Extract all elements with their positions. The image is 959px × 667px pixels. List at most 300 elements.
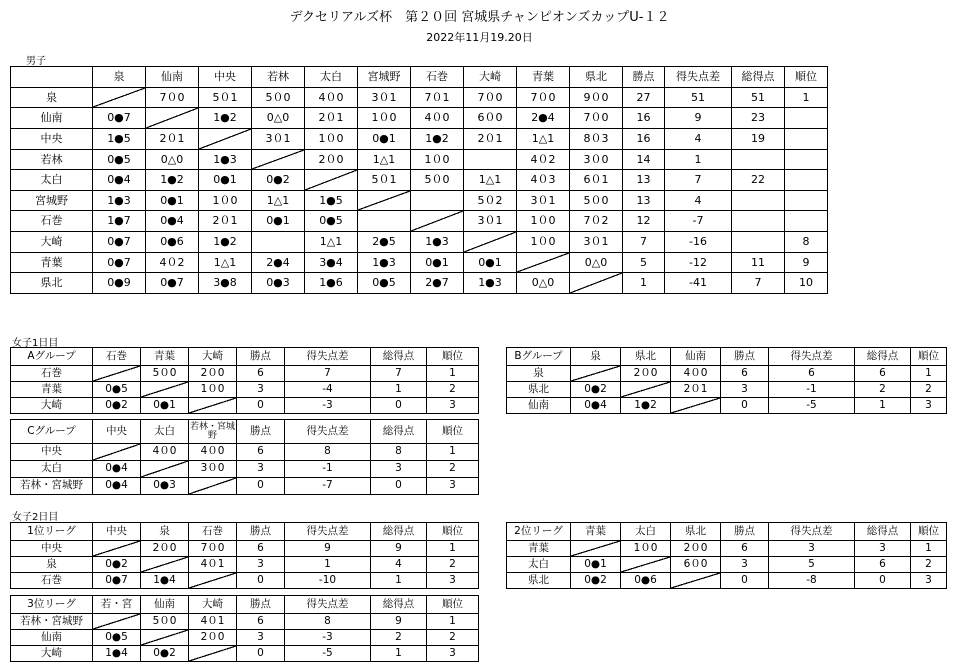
row-team-label: 太白 xyxy=(507,557,571,573)
result-cell: 5０0 xyxy=(252,87,305,108)
table-row xyxy=(11,461,479,478)
result-cell: 0●2 xyxy=(141,646,189,662)
column-header: 中央 xyxy=(199,67,252,88)
diagonal-self-cell xyxy=(571,366,621,382)
column-header: 総得点 xyxy=(371,348,427,366)
row-team-label: 太白 xyxy=(11,170,93,191)
result-cell: 1●7 xyxy=(93,211,146,232)
result-cell xyxy=(464,149,517,170)
row-team-label: 大崎 xyxy=(11,232,93,253)
result-cell: 0●7 xyxy=(93,573,141,589)
result-cell: 3０1 xyxy=(252,128,305,149)
result-cell: 13 xyxy=(623,170,665,191)
column-header: 得失点差 xyxy=(285,348,371,366)
table-row xyxy=(507,382,947,398)
header-row xyxy=(11,420,479,444)
result-cell: -3 xyxy=(285,630,371,646)
result-cell: 5０0 xyxy=(141,614,189,630)
column-header: 若林 xyxy=(252,67,305,88)
result-cell: 0 xyxy=(855,573,911,589)
row-team-label: 泉 xyxy=(507,366,571,382)
table-row xyxy=(11,444,479,461)
result-cell: 0●4 xyxy=(146,211,199,232)
column-header: 泉 xyxy=(141,523,189,541)
result-cell: 3 xyxy=(427,646,479,662)
column-header: 仙南 xyxy=(671,348,721,366)
result-cell: 5０0 xyxy=(141,366,189,382)
table-corner-label: Bグループ xyxy=(507,348,571,366)
result-cell: 4０1 xyxy=(189,614,237,630)
result-cell: 0●1 xyxy=(464,252,517,273)
column-header: 順位 xyxy=(911,348,947,366)
result-cell: 3 xyxy=(427,398,479,414)
result-cell: 0●9 xyxy=(93,273,146,294)
result-cell: 2０0 xyxy=(189,366,237,382)
row-team-label: 泉 xyxy=(11,557,93,573)
table-row xyxy=(11,398,479,414)
result-cell: 0 xyxy=(721,398,769,414)
result-cell: 1△1 xyxy=(517,128,570,149)
result-cell: 3 xyxy=(427,478,479,495)
result-cell: 4０3 xyxy=(517,170,570,191)
result-cell: 1●2 xyxy=(411,128,464,149)
result-cell: 0●7 xyxy=(93,232,146,253)
diagonal-self-cell xyxy=(93,541,141,557)
result-cell: 0●5 xyxy=(93,382,141,398)
row-team-label: 中央 xyxy=(11,444,93,461)
column-header: 勝点 xyxy=(237,596,285,614)
diagonal-self-cell xyxy=(189,478,237,495)
result-cell: 0●2 xyxy=(571,573,621,589)
girls-day1-label: 女子1日目 xyxy=(12,338,59,349)
result-cell: 2 xyxy=(427,382,479,398)
result-cell: 3 xyxy=(427,573,479,589)
table-corner-label: 2位リーグ xyxy=(507,523,571,541)
column-header: 得失点差 xyxy=(665,67,732,88)
diagonal-self-cell xyxy=(93,614,141,630)
result-cell: 0 xyxy=(371,398,427,414)
result-cell: 2 xyxy=(371,630,427,646)
result-cell: 0●1 xyxy=(358,128,411,149)
table-row xyxy=(11,557,479,573)
result-cell: 3０1 xyxy=(358,87,411,108)
result-cell: 0●1 xyxy=(199,170,252,191)
column-header: 総得点 xyxy=(855,523,911,541)
result-cell: 1●2 xyxy=(621,398,671,414)
result-cell: 3 xyxy=(911,398,947,414)
column-header: 泉 xyxy=(571,348,621,366)
diagonal-self-cell xyxy=(517,252,570,273)
result-cell: 1●4 xyxy=(141,573,189,589)
result-cell: 0●4 xyxy=(93,170,146,191)
result-cell: 0●1 xyxy=(571,557,621,573)
result-cell: 0 xyxy=(237,646,285,662)
result-cell: 16 xyxy=(623,108,665,129)
column-header: 順位 xyxy=(427,348,479,366)
result-cell: 2●4 xyxy=(252,252,305,273)
row-team-label: 青葉 xyxy=(507,541,571,557)
result-cell: 3 xyxy=(721,557,769,573)
result-cell: -10 xyxy=(285,573,371,589)
result-cell xyxy=(785,128,828,149)
table-row xyxy=(11,149,828,170)
result-cell: 6 xyxy=(237,366,285,382)
column-header: 大崎 xyxy=(189,348,237,366)
column-header: 得失点差 xyxy=(769,348,855,366)
result-cell: 4０2 xyxy=(146,252,199,273)
result-cell: -16 xyxy=(665,232,732,253)
result-cell: 1 xyxy=(427,614,479,630)
result-cell: 1●3 xyxy=(358,252,411,273)
table-row xyxy=(11,232,828,253)
table-corner-label: Cグループ xyxy=(11,420,93,444)
result-cell: 1●2 xyxy=(146,170,199,191)
result-cell: 1 xyxy=(623,273,665,294)
result-cell: 2０0 xyxy=(671,541,721,557)
result-cell: -41 xyxy=(665,273,732,294)
result-cell: 2●4 xyxy=(517,108,570,129)
column-header: 太白 xyxy=(621,523,671,541)
result-cell: 0●3 xyxy=(141,478,189,495)
result-cell: 1 xyxy=(785,87,828,108)
row-team-label: 仙南 xyxy=(11,630,93,646)
result-cell: 9 xyxy=(785,252,828,273)
result-cell xyxy=(785,190,828,211)
result-cell: 0●7 xyxy=(93,252,146,273)
result-cell: 0 xyxy=(371,478,427,495)
result-cell: 1 xyxy=(371,573,427,589)
result-cell xyxy=(411,190,464,211)
column-header: 得失点差 xyxy=(769,523,855,541)
table-row xyxy=(11,630,479,646)
result-cell: 2０0 xyxy=(189,630,237,646)
result-cell: 1●5 xyxy=(93,128,146,149)
result-cell: -1 xyxy=(285,461,371,478)
result-cell: 7 xyxy=(732,273,785,294)
result-cell: 5０2 xyxy=(464,190,517,211)
diagonal-self-cell xyxy=(93,444,141,461)
table-corner-label: 1位リーグ xyxy=(11,523,93,541)
header-row xyxy=(11,523,479,541)
diagonal-self-cell xyxy=(189,573,237,589)
column-header: 青葉 xyxy=(517,67,570,88)
result-cell: 8 xyxy=(371,444,427,461)
diagonal-self-cell xyxy=(571,541,621,557)
table-row xyxy=(11,478,479,495)
result-cell: 1●4 xyxy=(93,646,141,662)
column-header: 中央 xyxy=(93,523,141,541)
table-row xyxy=(507,557,947,573)
result-cell: 5０1 xyxy=(358,170,411,191)
result-cell: 3 xyxy=(721,382,769,398)
table-corner-label xyxy=(11,67,93,88)
result-cell: 6０1 xyxy=(570,170,623,191)
boys-standings-table xyxy=(10,66,828,294)
column-header: 順位 xyxy=(427,596,479,614)
event-date: 2022年11月19.20日 xyxy=(426,31,533,44)
result-cell: 3０0 xyxy=(570,149,623,170)
result-cell: 2●7 xyxy=(411,273,464,294)
result-cell: 1 xyxy=(371,382,427,398)
result-cell: -1 xyxy=(769,382,855,398)
result-cell: 5０0 xyxy=(570,190,623,211)
column-header: 泉 xyxy=(93,67,146,88)
diagonal-self-cell xyxy=(93,366,141,382)
column-header: 県北 xyxy=(671,523,721,541)
result-cell: 6０0 xyxy=(464,108,517,129)
result-cell: 0●1 xyxy=(141,398,189,414)
result-cell: 1 xyxy=(427,444,479,461)
row-team-label: 若林・宮城野 xyxy=(11,478,93,495)
result-cell xyxy=(785,211,828,232)
column-header: 県北 xyxy=(621,348,671,366)
result-cell: 0●1 xyxy=(411,252,464,273)
result-cell: 3 xyxy=(237,382,285,398)
result-cell: 0●1 xyxy=(252,211,305,232)
column-header: 青葉 xyxy=(141,348,189,366)
result-cell: 1●5 xyxy=(305,190,358,211)
table-row xyxy=(507,573,947,589)
result-cell: 6 xyxy=(769,366,855,382)
result-cell: 5 xyxy=(769,557,855,573)
result-cell: 0●5 xyxy=(358,273,411,294)
result-cell: 3 xyxy=(237,630,285,646)
diagonal-self-cell xyxy=(621,382,671,398)
row-team-label: 宮城野 xyxy=(11,190,93,211)
column-header: 勝点 xyxy=(721,348,769,366)
diagonal-self-cell xyxy=(671,398,721,414)
result-cell: 1△1 xyxy=(199,252,252,273)
result-cell: 4０1 xyxy=(189,557,237,573)
diagonal-self-cell xyxy=(411,211,464,232)
result-cell: 3●4 xyxy=(305,252,358,273)
table-row xyxy=(507,541,947,557)
result-cell: 23 xyxy=(732,108,785,129)
result-cell: 0△0 xyxy=(517,273,570,294)
result-cell xyxy=(732,232,785,253)
result-cell: -8 xyxy=(769,573,855,589)
column-header: 総得点 xyxy=(371,596,427,614)
column-header: 大崎 xyxy=(189,596,237,614)
result-cell: 51 xyxy=(732,87,785,108)
result-cell: 5０0 xyxy=(411,170,464,191)
result-cell: 7０0 xyxy=(189,541,237,557)
result-cell: 7０0 xyxy=(146,87,199,108)
result-cell xyxy=(732,211,785,232)
table-row xyxy=(11,252,828,273)
diagonal-self-cell xyxy=(570,273,623,294)
result-cell: 1０0 xyxy=(517,211,570,232)
result-cell: 2 xyxy=(911,382,947,398)
diagonal-self-cell xyxy=(621,557,671,573)
result-cell: 9 xyxy=(371,614,427,630)
girls-day2-league2-table xyxy=(506,522,947,589)
row-team-label: 青葉 xyxy=(11,252,93,273)
result-cell: 0 xyxy=(237,398,285,414)
diagonal-self-cell xyxy=(671,573,721,589)
result-cell: -7 xyxy=(665,211,732,232)
row-team-label: 大崎 xyxy=(11,398,93,414)
girls-day1-group-c-table xyxy=(10,419,479,495)
diagonal-self-cell xyxy=(93,87,146,108)
table-row xyxy=(11,614,479,630)
result-cell: 1 xyxy=(911,541,947,557)
column-header: 総得点 xyxy=(371,420,427,444)
result-cell: 1 xyxy=(427,541,479,557)
result-cell: -5 xyxy=(285,646,371,662)
result-cell: 1●6 xyxy=(305,273,358,294)
result-cell: 5 xyxy=(623,252,665,273)
result-cell: 6 xyxy=(855,366,911,382)
column-header: 若林・宮城野 xyxy=(189,420,237,444)
result-cell: 10 xyxy=(785,273,828,294)
column-header: 勝点 xyxy=(237,348,285,366)
result-cell: 1 xyxy=(285,557,371,573)
result-cell: 6 xyxy=(237,614,285,630)
result-cell: 7０1 xyxy=(411,87,464,108)
result-cell: 9０0 xyxy=(570,87,623,108)
result-cell: 0●5 xyxy=(305,211,358,232)
column-header: 勝点 xyxy=(623,67,665,88)
result-cell xyxy=(732,190,785,211)
result-cell: 1０0 xyxy=(517,232,570,253)
result-cell: 3０0 xyxy=(189,461,237,478)
result-cell: -3 xyxy=(285,398,371,414)
diagonal-self-cell xyxy=(141,630,189,646)
result-cell: 1△1 xyxy=(464,170,517,191)
result-cell: 7０0 xyxy=(570,108,623,129)
table-row xyxy=(507,366,947,382)
column-header: 中央 xyxy=(93,420,141,444)
result-cell: 6 xyxy=(237,541,285,557)
result-cell: 6 xyxy=(855,557,911,573)
result-cell: 1０0 xyxy=(358,108,411,129)
result-cell: 9 xyxy=(285,541,371,557)
column-header: 得失点差 xyxy=(285,420,371,444)
result-cell: 1 xyxy=(665,149,732,170)
result-cell: 7 xyxy=(665,170,732,191)
column-header: 仙南 xyxy=(141,596,189,614)
header-row xyxy=(507,348,947,366)
result-cell: 0△0 xyxy=(146,149,199,170)
result-cell: 3０1 xyxy=(464,211,517,232)
result-cell: 2 xyxy=(911,557,947,573)
row-team-label: 仙南 xyxy=(11,108,93,129)
girls-day1-group-b-table xyxy=(506,347,947,414)
result-cell: 1●3 xyxy=(93,190,146,211)
diagonal-self-cell xyxy=(305,170,358,191)
result-cell: 0△0 xyxy=(570,252,623,273)
diagonal-self-cell xyxy=(252,149,305,170)
result-cell: 0●6 xyxy=(146,232,199,253)
diagonal-self-cell xyxy=(189,646,237,662)
row-team-label: 大崎 xyxy=(11,646,93,662)
result-cell: 1 xyxy=(911,366,947,382)
result-cell xyxy=(785,108,828,129)
table-row xyxy=(11,573,479,589)
result-cell: 4 xyxy=(665,128,732,149)
table-corner-label: Aグループ xyxy=(11,348,93,366)
result-cell: 2０1 xyxy=(146,128,199,149)
girls-day2-league1-table xyxy=(10,522,479,589)
table-row xyxy=(11,190,828,211)
result-cell: 8 xyxy=(285,444,371,461)
result-cell: 4０0 xyxy=(141,444,189,461)
result-cell: 2０0 xyxy=(305,149,358,170)
result-cell: 0●2 xyxy=(93,398,141,414)
column-header: 順位 xyxy=(427,523,479,541)
table-row xyxy=(11,211,828,232)
result-cell: 1０0 xyxy=(189,382,237,398)
diagonal-self-cell xyxy=(464,232,517,253)
column-header: 青葉 xyxy=(571,523,621,541)
result-cell: 2０0 xyxy=(141,541,189,557)
diagonal-self-cell xyxy=(358,190,411,211)
result-cell: 7 xyxy=(623,232,665,253)
table-row xyxy=(11,273,828,294)
row-team-label: 県北 xyxy=(507,382,571,398)
result-cell: 4 xyxy=(371,557,427,573)
result-cell: 2●5 xyxy=(358,232,411,253)
column-header: 順位 xyxy=(911,523,947,541)
result-cell: 4０0 xyxy=(671,366,721,382)
result-cell: 1 xyxy=(855,398,911,414)
result-cell: -12 xyxy=(665,252,732,273)
result-cell: 1０0 xyxy=(305,128,358,149)
result-cell: 11 xyxy=(732,252,785,273)
result-cell: 4０0 xyxy=(411,108,464,129)
result-cell: 1０0 xyxy=(411,149,464,170)
table-row xyxy=(507,398,947,414)
row-team-label: 石巻 xyxy=(11,211,93,232)
table-row xyxy=(11,382,479,398)
result-cell: 1●3 xyxy=(464,273,517,294)
column-header: 順位 xyxy=(427,420,479,444)
result-cell xyxy=(732,149,785,170)
column-header: 石巻 xyxy=(93,348,141,366)
result-cell: 2０1 xyxy=(305,108,358,129)
column-header: 総得点 xyxy=(732,67,785,88)
girls-day1-group-a-table xyxy=(10,347,479,414)
table-row xyxy=(11,646,479,662)
column-header: 石巻 xyxy=(189,523,237,541)
column-header: 太白 xyxy=(141,420,189,444)
result-cell xyxy=(252,232,305,253)
result-cell: 2 xyxy=(855,382,911,398)
result-cell xyxy=(358,211,411,232)
result-cell: 13 xyxy=(623,190,665,211)
result-cell: 6０0 xyxy=(671,557,721,573)
result-cell: -5 xyxy=(769,398,855,414)
table-row xyxy=(11,128,828,149)
column-header: 大崎 xyxy=(464,67,517,88)
diagonal-self-cell xyxy=(141,461,189,478)
column-header: 仙南 xyxy=(146,67,199,88)
result-cell: 8 xyxy=(785,232,828,253)
diagonal-self-cell xyxy=(199,128,252,149)
column-header: 石巻 xyxy=(411,67,464,88)
result-cell: 4０0 xyxy=(189,444,237,461)
result-cell: 14 xyxy=(623,149,665,170)
result-cell: 1 xyxy=(371,646,427,662)
result-cell: 0●3 xyxy=(252,273,305,294)
girls-day2-league3-table xyxy=(10,595,479,662)
column-header: 総得点 xyxy=(855,348,911,366)
result-cell: 19 xyxy=(732,128,785,149)
result-cell: 4０0 xyxy=(305,87,358,108)
header-row xyxy=(11,67,828,88)
boys-section-label: 男子 xyxy=(26,56,46,67)
